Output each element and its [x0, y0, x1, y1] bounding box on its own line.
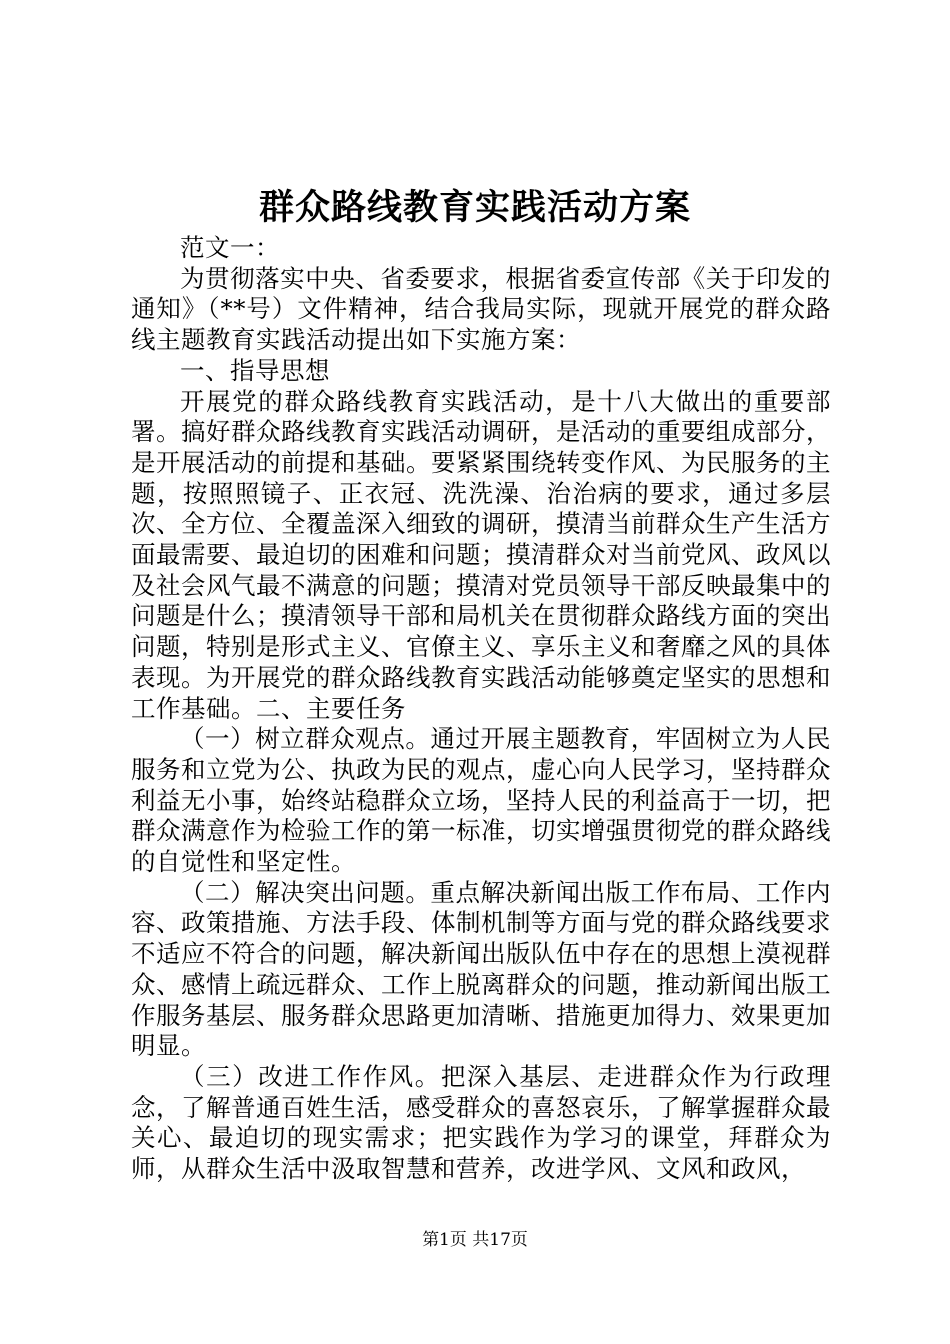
section-heading-guiding-thought: 一、指导思想 [180, 355, 330, 385]
page-footer: 第1页 共17页 [422, 1230, 528, 1250]
paragraph-task-2: （二）解决突出问题。重点解决新闻出版工作布局、工作内容、政策措施、方法手段、体制机制等方面与党的群众路线要求不适应不符合的问题，解决新闻出版队伍中存在的思想上漠视群众、感情上疏远群众、工作上脱离群众的问题，推动新闻出版工作服务基层、服务群众思路更加清晰、措施更加得力、效果更加明显。 [131, 877, 831, 1061]
paragraph-task-3: （三）改进工作作风。把深入基层、走进群众作为行政理念，了解普通百姓生活，感受群众的喜怒哀乐，了解掌握群众最关心、最迫切的现实需求；把实践作为学习的课堂，拜群众为师，从群众生活中汲取智慧和营养，改进学风、文风和政风， [131, 1061, 831, 1184]
paragraph-sample-heading: 范文一： [180, 233, 280, 262]
document-body [131, 233, 831, 1185]
document-title: 群众路线教育实践活动方案 [258, 187, 691, 228]
paragraph-intro: 为贯彻落实中央、省委要求，根据省委宣传部《关于印发的通知》（**号）文件精神，结合我局实际，现就开展党的群众路线主题教育实践活动提出如下实施方案： [131, 263, 831, 355]
paragraph-guiding-thought: 开展党的群众路线教育实践活动，是十八大做出的重要部署。搞好群众路线教育实践活动调研，是活动的重要组成部分，是开展活动的前提和基础。要紧紧围绕转变作风、为民服务的主题，按照照镜子、正衣冠、洗洗澡、治治病的要求，通过多层次、全方位、全覆盖深入细致的调研，摸清当前群众生产生活方面最需要、最迫切的困难和问题；摸清群众对当前党风、政风以及社会风气最不满意的问题；摸清对党员领导干部反映最集中的问题是什么；摸清领导干部和局机关在贯彻群众路线方面的突出问题，特别是形式主义、官僚主义、享乐主义和奢靡之风的具体表现。为开展党的群众路线教育实践活动能够奠定坚实的思想和工作基础。二、主要任务 [131, 386, 831, 723]
paragraph-task-1: （一）树立群众观点。通过开展主题教育，牢固树立为人民服务和立党为公、执政为民的观点，虚心向人民学习，坚持群众利益无小事，始终站稳群众立场，坚持人民的利益高于一切，把群众满意作为检验工作的第一标准，切实增强贯彻党的群众路线的自觉性和坚定性。 [131, 724, 831, 877]
